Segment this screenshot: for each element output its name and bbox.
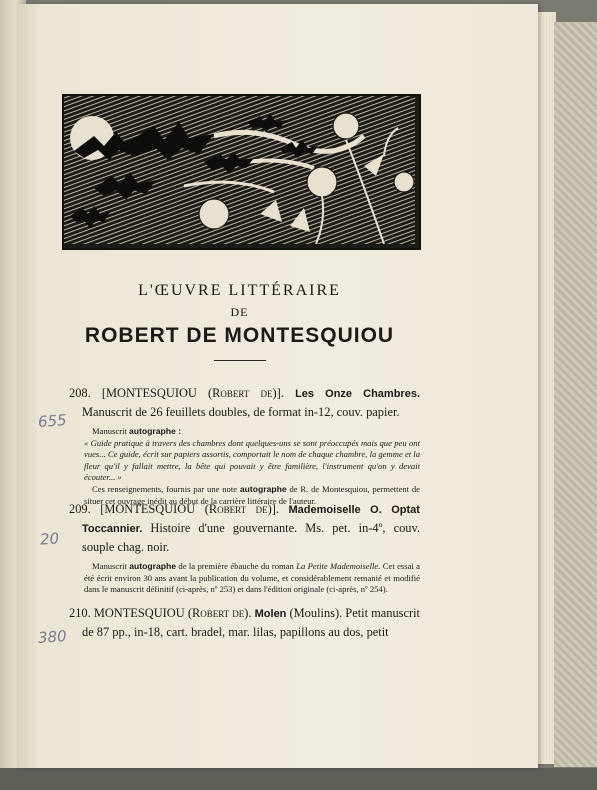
book-spine — [554, 22, 597, 767]
entry-description — [69, 384, 420, 421]
page-block-edges — [536, 12, 556, 764]
entry-title: Molen — [254, 608, 287, 620]
note-b: de la première ébauche du roman — [178, 561, 294, 571]
heading-line-de: DE — [230, 305, 249, 319]
catalog-entry-209 — [69, 500, 420, 596]
entry-note — [82, 561, 420, 596]
handwritten-price-208: 655 — [37, 411, 68, 431]
note-italic-title: La Petite Mademoiselle. — [296, 561, 381, 571]
bats-engraving-vignette — [62, 94, 421, 250]
entry-number: 210. — [69, 606, 91, 620]
catalog-entry-208 — [69, 384, 420, 507]
entry-desc: (Moulins). Petit manuscrit de 87 pp., in-18, cart. bradel, mar. lilas, papillons au dos, petit — [82, 606, 420, 639]
entry-number: 208. — [69, 386, 91, 400]
entry-title: Mademoiselle O. Optat Toccannier. — [82, 504, 420, 535]
entry-description — [69, 500, 420, 556]
entry-author-qualifier: (Robert de)]. — [208, 386, 284, 400]
entry-description — [69, 604, 420, 641]
note-quote: « Guide pratique à travers des chambres dont quelques-uns se sont préoccupés mais que peu ont vues... Ce guide, écrit sur papiers assortis, comportait le nom de chaque chambre, la gemme et la fleur qu'il y fallait mettre, la bête qui pouvait y être familière, l'instrument qu'on y devait écouter... » — [84, 437, 420, 483]
note-c: Cet essai a été écrit environ 30 ans avant la publication du volume, et considérablement remanié et modifié dans le manuscrit définitif (ci-après, nº 253) et dans l'édition originale (ci-après, nº 254). — [84, 561, 420, 595]
entry-desc: Manuscrit de 26 feuillets doubles, de format in-12, couv. papier. — [82, 405, 400, 419]
handwritten-price-210: 380 — [37, 627, 68, 647]
note-rest-a: Ces renseignements, fournis par une note — [92, 483, 238, 494]
heading-line-author: ROBERT DE MONTESQUIOU — [84, 324, 395, 347]
catalog-entry-210 — [69, 604, 420, 641]
entry-number: 209. — [69, 502, 91, 516]
entry-note — [82, 426, 420, 507]
heading-rule — [214, 360, 266, 361]
table-surface — [0, 768, 597, 790]
note-a: Manuscrit — [92, 561, 127, 571]
heading-line-oeuvre: L'ŒUVRE LITTÉRAIRE — [138, 282, 341, 299]
entry-author: [MONTESQUIOU — [100, 502, 196, 516]
note-rest-b: de R. de Montesquiou, permettent de situer cet ouvrage inédit au début de la carrière littéraire de l'auteur. — [84, 483, 420, 506]
entry-author: MONTESQUIOU — [93, 606, 185, 620]
section-heading — [62, 282, 417, 361]
note-rest-bold: autographe — [239, 483, 287, 494]
entry-title: Les Onze Chambres. — [295, 388, 420, 400]
entry-author-qualifier: (Robert de)]. — [204, 502, 279, 516]
entry-author-qualifier: (Robert de). — [187, 606, 252, 620]
entry-desc: Histoire d'une gouvernante. Ms. pet. in-4º, couv. souple chag. noir. — [82, 521, 420, 554]
entry-author: [MONTESQUIOU — [101, 386, 197, 400]
note-bold: autographe : — [129, 426, 182, 436]
handwritten-price-209: 20 — [39, 529, 60, 549]
note-lead: Manuscrit — [92, 426, 127, 436]
note-bold: autographe — [129, 561, 177, 571]
